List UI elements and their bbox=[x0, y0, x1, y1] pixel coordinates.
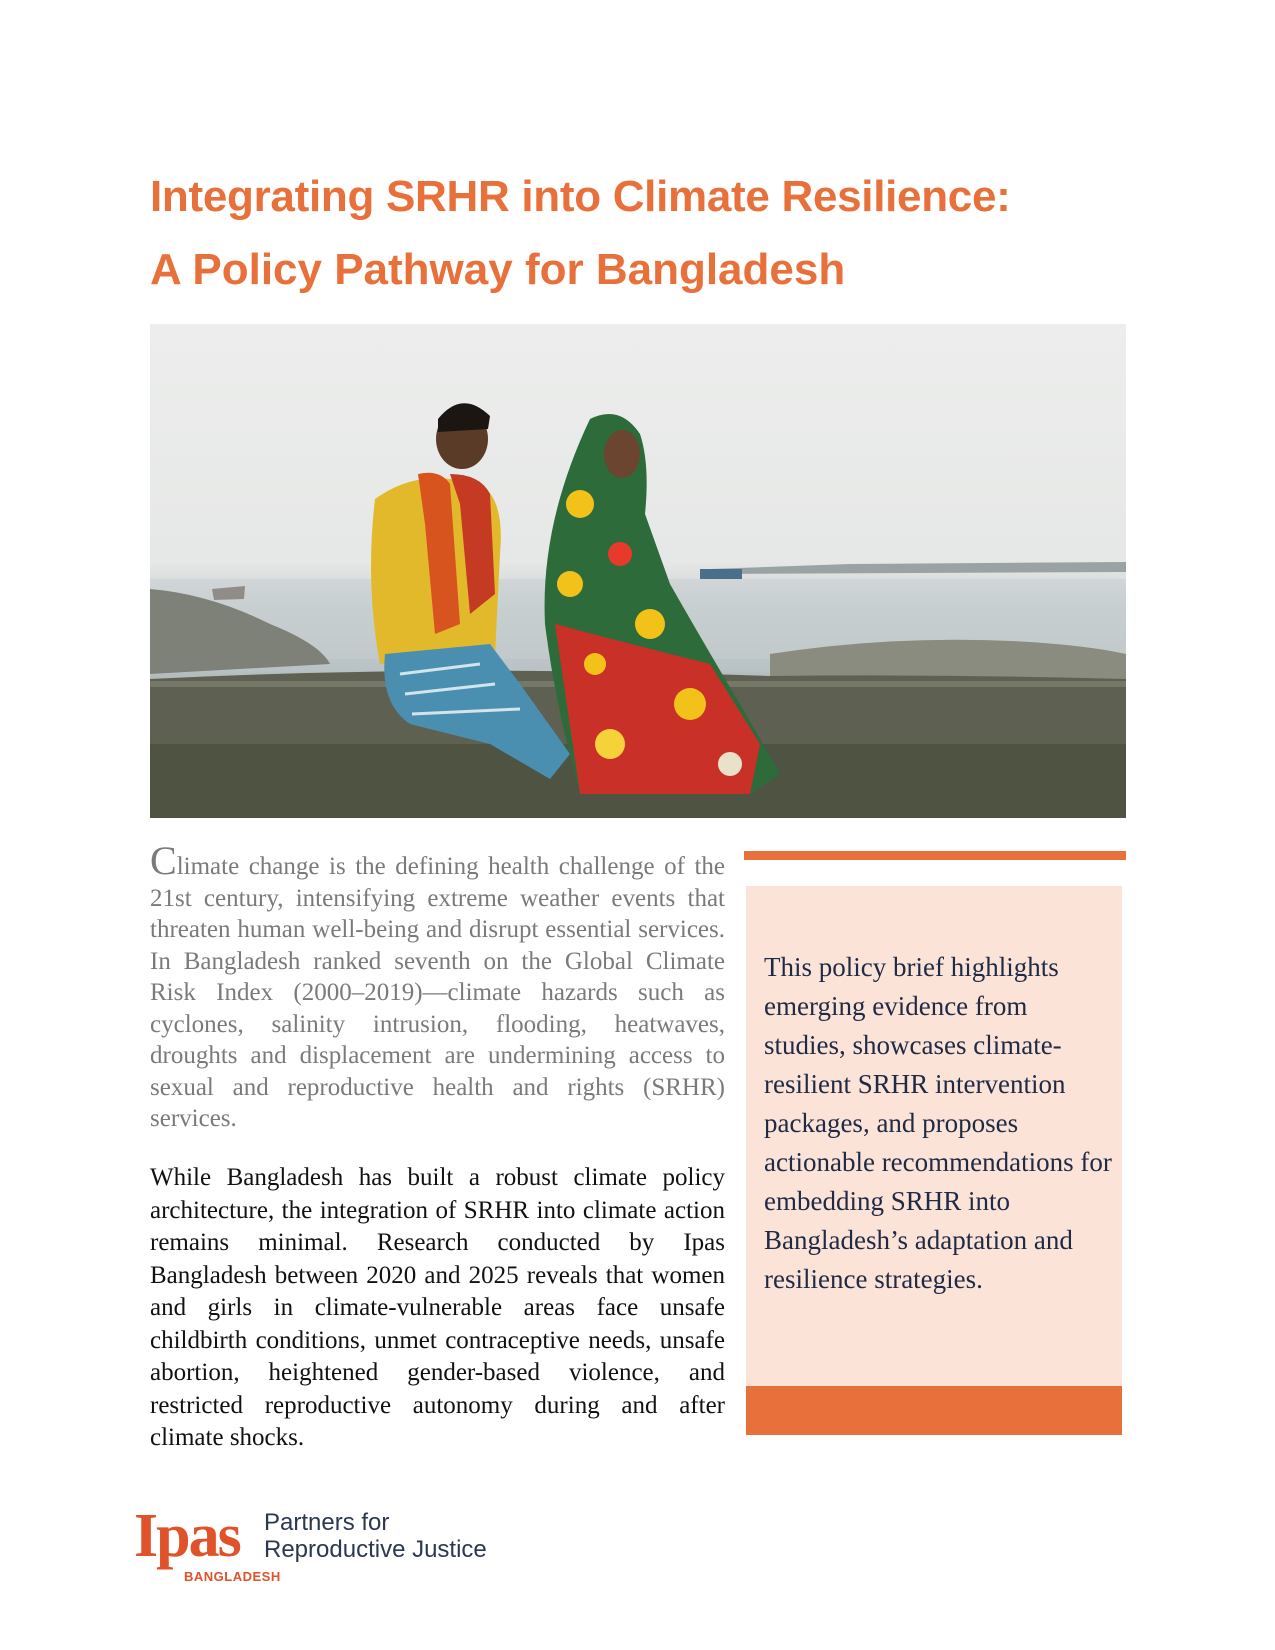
page-title: Integrating SRHR into Climate Resilience: bbox=[150, 172, 1011, 221]
intro-text: limate change is the defining health challenge of the 21st century, intensifying extreme weather events that threaten human well-being and disrupt essential services. In Bangladesh ranked seventh on the Global Climate Risk Index (2000–2019)—climate hazards such as cyclones, salinity intrusion, flooding, heatwaves, droughts and displacement are undermining access to sexual and reproductive health and rights (SRHR) services. bbox=[150, 853, 725, 1132]
cover-photo-illustration bbox=[150, 324, 1126, 818]
callout-top-bar bbox=[744, 851, 1126, 860]
ipas-logo bbox=[134, 1502, 494, 1585]
logo-mark: Ipas bbox=[134, 1502, 240, 1570]
body-paragraph: While Bangladesh has built a robust climate policy architecture, the integration of SRHR into climate action remains minimal. Research conducted by Ipas Bangladesh between 2020 and 2025 reveals that women and girls in climate-vulnerable areas face unsafe childbirth conditions, unmet contraceptive needs, unsafe abortion, heightened gender-based violence, and restricted reproductive autonomy during and after climate shocks. bbox=[150, 1164, 725, 1451]
logo-tagline-line2: Reproductive Justice bbox=[264, 1536, 487, 1563]
cover-photo bbox=[150, 324, 1126, 818]
logo-country: BANGLADESH bbox=[184, 1569, 281, 1584]
logo-tagline-line1: Partners for bbox=[264, 1509, 390, 1536]
callout-bottom-bar bbox=[746, 1386, 1122, 1435]
drop-cap: C bbox=[150, 838, 177, 883]
callout-text: This policy brief highlights emerging evidence from studies, showcases climate-resilient SRHR intervention packages, and proposes actionable recommendations for embedding SRHR into Bangladesh’s adaptation and resilience strategies. bbox=[764, 952, 1112, 1294]
logo-tagline bbox=[264, 1509, 487, 1563]
page-subtitle: A Policy Pathway for Bangladesh bbox=[150, 245, 846, 294]
intro-paragraph bbox=[150, 838, 725, 1135]
